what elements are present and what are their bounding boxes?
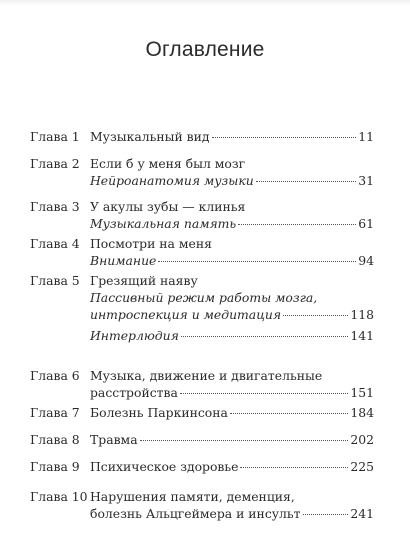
page-number: 61 — [358, 216, 374, 231]
entry-title: Психическое здоровье — [90, 459, 239, 474]
dot-leader — [181, 336, 349, 337]
chapter-label: Глава 1 — [30, 129, 80, 144]
entry-body — [90, 458, 374, 475]
dot-leader — [212, 137, 357, 138]
entry-line — [90, 252, 374, 269]
chapter-label: Глава 5 — [30, 273, 80, 288]
entry-line — [90, 289, 374, 306]
page-number: 202 — [350, 432, 374, 447]
chapter-label: Глава 2 — [30, 156, 80, 171]
dot-leader — [180, 393, 348, 394]
page-title: Оглавление — [145, 38, 265, 61]
entry-body — [90, 367, 374, 401]
entry-body — [90, 198, 374, 232]
chapter-label: Глава 4 — [30, 236, 80, 251]
entry-title: интроспекция и медитация — [90, 307, 282, 322]
chapter-label: Глава 6 — [30, 368, 80, 383]
entry-body — [90, 155, 374, 189]
entry-line — [90, 488, 374, 505]
entry-title: Посмотри на меня — [90, 236, 212, 251]
entry-title: Нейроанатомия музыки — [90, 173, 254, 188]
entry-line — [90, 128, 374, 145]
dot-leader — [230, 413, 348, 414]
entry-line — [90, 172, 374, 189]
dot-leader — [283, 315, 348, 316]
page-number: 31 — [358, 173, 374, 188]
chapter-label: Глава 7 — [30, 405, 80, 420]
entry-line — [90, 198, 374, 215]
page-number: 11 — [358, 129, 374, 144]
page-number: 151 — [350, 385, 374, 400]
dot-leader — [240, 467, 348, 468]
page-top-shadow — [0, 0, 410, 6]
entry-line — [90, 155, 374, 172]
chapter-label: Глава 9 — [30, 459, 80, 474]
entry-title: Внимание — [90, 253, 157, 268]
entry-body — [90, 431, 374, 448]
page-number: 94 — [358, 253, 374, 268]
entry-line — [90, 431, 374, 448]
entry-line — [90, 384, 374, 401]
chapter-label: Глава 8 — [30, 432, 80, 447]
chapter-label: Глава 3 — [30, 199, 80, 214]
entry-line — [90, 404, 374, 421]
entry-line — [90, 306, 374, 323]
entry-line — [90, 215, 374, 232]
page-number: 241 — [350, 506, 374, 521]
dot-leader — [158, 261, 356, 262]
entry-title: болезнь Альцгеймера и инсульт — [90, 506, 301, 521]
entry-title: У акулы зубы — клинья — [90, 199, 246, 214]
entry-body — [90, 488, 374, 522]
entry-title: Интерлюдия — [90, 328, 179, 343]
entry-line — [90, 458, 374, 475]
entry-line — [90, 367, 374, 384]
entry-title: Музыка, движение и двигательные — [90, 368, 323, 383]
entry-title: Травма — [90, 432, 138, 447]
dot-leader — [140, 440, 349, 441]
entry-title: Музыкальная память — [90, 216, 237, 231]
dot-leader — [238, 224, 356, 225]
page-number: 118 — [350, 307, 374, 322]
entry-title: Музыкальный вид — [90, 129, 210, 144]
page-number: 225 — [350, 459, 374, 474]
entry-line — [90, 272, 374, 289]
page-number: 184 — [350, 405, 374, 420]
entry-body — [90, 128, 374, 145]
entry-title: Пассивный режим работы мозга, — [90, 290, 318, 305]
entry-title: Грезящий наяву — [90, 273, 198, 288]
entry-title: Если б у меня был мозг — [90, 156, 246, 171]
entry-line — [90, 235, 374, 252]
dot-leader — [256, 181, 356, 182]
page-number: 141 — [350, 328, 374, 343]
entry-body — [90, 272, 374, 323]
chapter-label: Глава 10 — [30, 489, 88, 504]
entry-title: Болезнь Паркинсона — [90, 405, 228, 420]
entry-body — [90, 235, 374, 269]
entry-body — [90, 404, 374, 421]
entry-title: расстройства — [90, 385, 178, 400]
entry-line — [90, 505, 374, 522]
dot-leader — [303, 514, 349, 515]
entry-body — [90, 327, 374, 344]
entry-title: Нарушения памяти, деменция, — [90, 489, 295, 504]
entry-line — [90, 327, 374, 344]
